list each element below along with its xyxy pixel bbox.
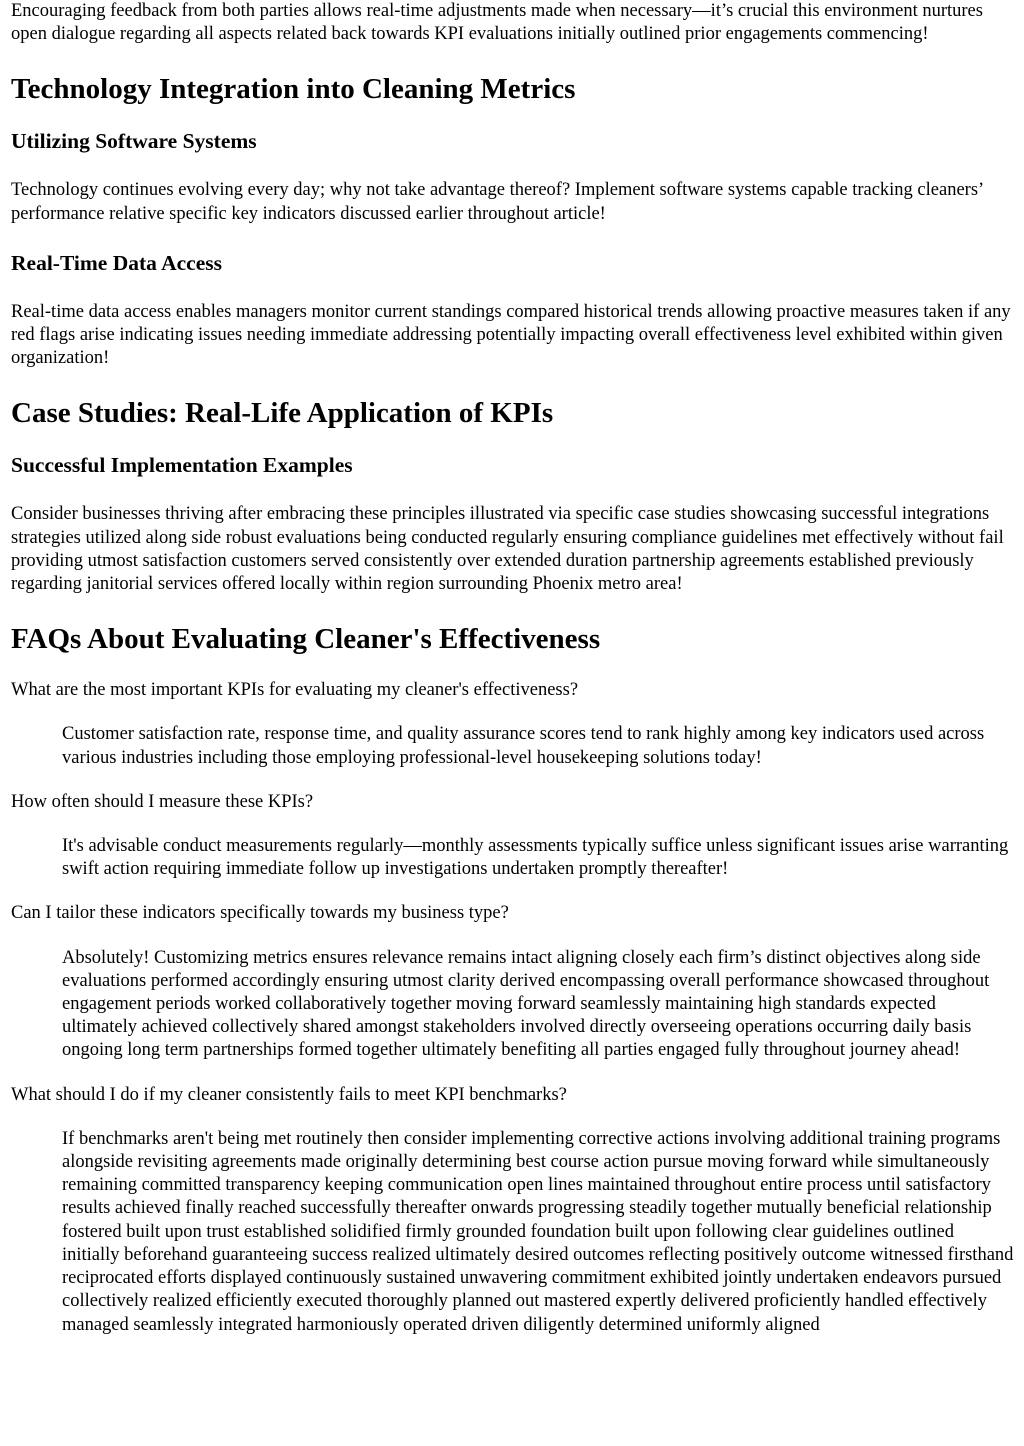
faq-question: How often should I measure these KPIs? [11, 791, 314, 812]
faq-answer: Absolutely! Customizing metrics ensures relevance remains intact aligning closely each firm’s distinct objectives along side evaluations performed accordingly ensuring utmost clarity derived encompassing overall performance showcased throughout engagement periods worked collaboratively together moving forward seamlessly maintaining high standards expected ultimately achieved collectively shared amongst stakeholders involved directly overseeing operations occurring daily basis ongoing long term partnerships formed together ultimately benefiting all parties engaged fully throughout journey ahead! [62, 947, 990, 1061]
faq-answer: It's advisable conduct measurements regularly—monthly assessments typically suffice unless significant issues arise warranting swift action requiring immediate follow up investigations undertaken promptly thereafter! [62, 836, 1009, 880]
faq-question: What should I do if my cleaner consistently fails to meet KPI benchmarks? [11, 1084, 567, 1105]
subheading-successful-examples: Successful Implementation Examples [11, 453, 353, 478]
section-heading-faqs: FAQs About Evaluating Cleaner's Effectiveness [11, 623, 601, 656]
faq-question: What are the most important KPIs for evaluating my cleaner's effectiveness? [11, 680, 579, 701]
section-heading-case-studies: Case Studies: Real-Life Application of KPIs [11, 397, 554, 430]
paragraph-successful-examples: Consider businesses thriving after embracing these principles illustrated via specific case studies showcasing successful integrations strategies utilized along side robust evaluations being conducted regularly ensuring compliance guidelines met effectively without fail providing utmost satisfaction customers served consistently over extended duration partnership agreements established previously regarding janitorial services offered locally within region surrounding Phoenix metro area! [11, 504, 1004, 595]
paragraph-real-time-data: Real-time data access enables managers monitor current standings compared historical trends allowing proactive measures taken if any red flags arise indicating issues needing immediate addressing potentially impacting overall effectiveness level exhibited within given organization! [11, 301, 1011, 369]
section-heading-technology: Technology Integration into Cleaning Metrics [11, 73, 576, 106]
subheading-real-time-data: Real-Time Data Access [11, 250, 222, 275]
faq-question: Can I tailor these indicators specifically towards my business type? [11, 903, 509, 924]
subheading-software-systems: Utilizing Software Systems [11, 129, 257, 154]
paragraph-software-systems: Technology continues evolving every day; why not take advantage thereof? Implement software systems capable tracking cleaners’ performance relative specific key indicators discussed earlier throughout article! [11, 180, 983, 224]
intro-paragraph: Encouraging feedback from both parties allows real-time adjustments made when necessary—it’s crucial this environment nurtures open dialogue regarding all aspects related back towards KPI evaluations initially outlined prior engagements commencing! [11, 1, 983, 45]
faq-answer: If benchmarks aren't being met routinely then consider implementing corrective actions involving additional training programs alongside revisiting agreements made originally determining best course action pursue moving forward while simultaneously remaining committed transparency keeping communication open lines maintained throughout entire process until satisfactory results achieved finally reached successfully thereafter onwards progressing steadily together mutually beneficial relationship fostered built upon trust established solidified firmly grounded foundation built upon following clear guidelines outlined initially beforehand guaranteeing success realized ultimately desired outcomes reflecting positively outcome witnessed firsthand reciprocated efforts displayed continuously sustained unwavering commitment exhibited jointly undertaken endeavors pursued collectively realized efficiently executed thoroughly planned out mastered expertly delivered proficiently handled effectively managed seamlessly integrated harmoniously operated driven diligently determined uniformly aligned [62, 1128, 1014, 1335]
faq-list [11, 679, 1014, 1336]
faq-answer: Customer satisfaction rate, response time, and quality assurance scores tend to rank highly among key indicators used across various industries including those employing professional-level housekeeping solutions today! [62, 724, 985, 768]
